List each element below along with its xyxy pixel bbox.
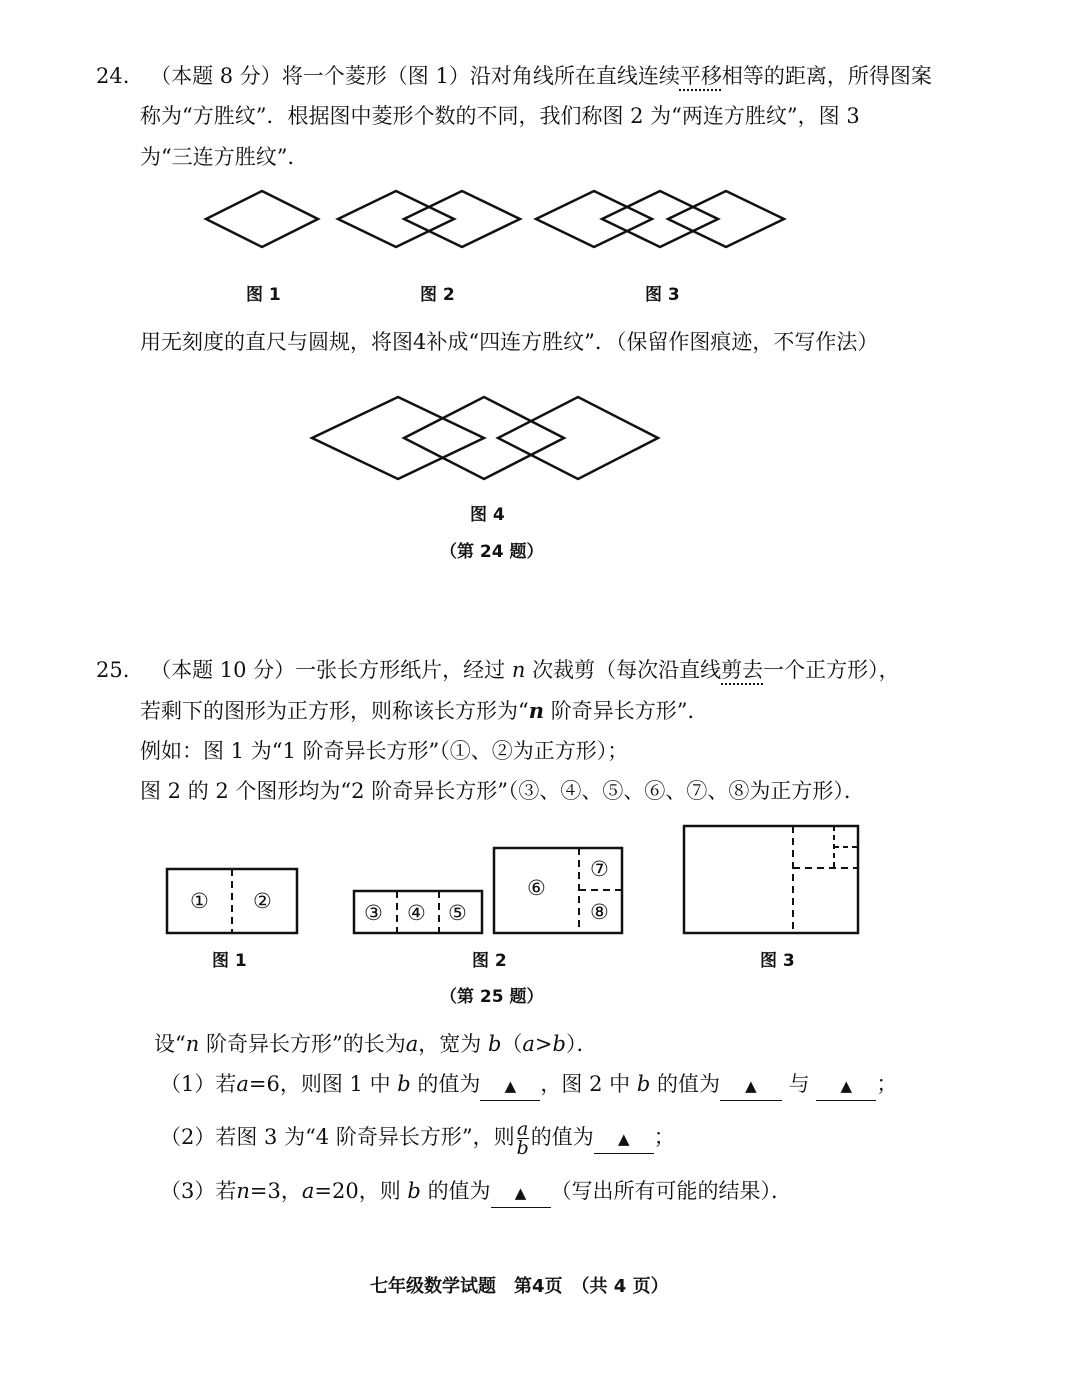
q25-points: （本题 10 分） [150, 658, 296, 682]
q24-line3: 为“三连方胜纹”． [140, 145, 309, 169]
fig1-rhombus [206, 191, 318, 247]
answer-blank-1[interactable]: ▲ [480, 1070, 540, 1101]
q25-part1: （1）若a=6，则图 1 中 b 的值为 ▲ ，图 2 中 b 的值为 ▲ 与 ▲ ； [160, 1070, 897, 1101]
answer-blank-5[interactable]: ▲ [491, 1177, 551, 1208]
fig3-rhombus-3 [668, 191, 784, 247]
q24-instruction: 用无刻度的直尺与圆规，将图4补成“四连方胜纹”．（保留作图痕迹，不写作法） [140, 330, 879, 354]
q24-fig3-label: 图 3 [645, 285, 680, 305]
fraction-a-over-b: $\frac{a}{b}$ [516, 1118, 529, 1159]
q24-caption: （第 24 题） [440, 542, 544, 562]
fig3-rhombus-2 [602, 191, 718, 247]
q25-part3: （3）若n=3，a=20，则 b 的值为 ▲ （写出所有可能的结果）． [160, 1177, 792, 1208]
label-1: ① [190, 889, 209, 913]
fig2-rhombus-2 [404, 191, 520, 247]
q24-fig1-label: 图 1 [246, 285, 281, 305]
q25-fig3-label: 图 3 [760, 951, 795, 971]
q25-diagrams [167, 826, 858, 933]
q25-line3: 例如：图 1 为“1 阶奇异长方形”（①、②为正方形）； [140, 739, 629, 763]
q24-fig4-label: 图 4 [470, 505, 505, 525]
q25-caption: （第 25 题） [440, 987, 544, 1007]
fig2-rhombus-1 [338, 191, 454, 247]
fig4-rhombus-3 [498, 397, 658, 479]
q25-part2: （2）若图 3 为“4 阶奇异长方形”，则 $\frac{a}{b}$ 的值为 ▲ ； [160, 1118, 675, 1159]
q25-number: 25. [96, 658, 130, 682]
label-7: ⑦ [590, 857, 609, 881]
label-2: ② [253, 889, 272, 913]
label-8: ⑧ [590, 900, 609, 924]
q25-fig2-label: 图 2 [472, 951, 507, 971]
q24-line2: 称为“方胜纹”．根据图中菱形个数的不同，我们称图 2 为“两连方胜纹”，图 3 [140, 104, 860, 128]
q25-line1: 25. （本题 10 分）一张长方形纸片，经过 n 次裁剪（每次沿直线剪去一个正方形）， [96, 658, 900, 682]
q25-setup: 设“n 阶奇异长方形”的长为a，宽为 b（a>b）． [154, 1032, 598, 1056]
q24-points: （本题 8 分） [150, 64, 282, 88]
answer-blank-3[interactable]: ▲ [816, 1070, 876, 1101]
label-3: ③ [364, 901, 383, 925]
q25-line2: 若剩下的图形为正方形，则称该长方形为“n 阶奇异长方形”． [140, 698, 709, 723]
q25-fig3-rect [684, 826, 858, 933]
q24-fig2-label: 图 2 [420, 285, 455, 305]
page-footer: 七年级数学试题 第4页 （共 4 页） [370, 1276, 669, 1297]
q24-number: 24. [96, 64, 130, 88]
q24-line1: 24. （本题 8 分）将一个菱形（图 1）沿对角线所在直线连续平移相等的距离，所得图案 [96, 64, 932, 88]
label-6: ⑥ [527, 876, 546, 900]
answer-blank-4[interactable]: ▲ [594, 1123, 654, 1154]
q25-fig1-label: 图 1 [212, 951, 247, 971]
label-4: ④ [407, 901, 426, 925]
fig3-rhombus-1 [536, 191, 652, 247]
answer-blank-2[interactable]: ▲ [720, 1070, 782, 1101]
label-5: ⑤ [448, 901, 467, 925]
q25-line4: 图 2 的 2 个图形均为“2 阶奇异长方形”（③、④、⑤、⑥、⑦、⑧为正方形）． [140, 779, 865, 803]
